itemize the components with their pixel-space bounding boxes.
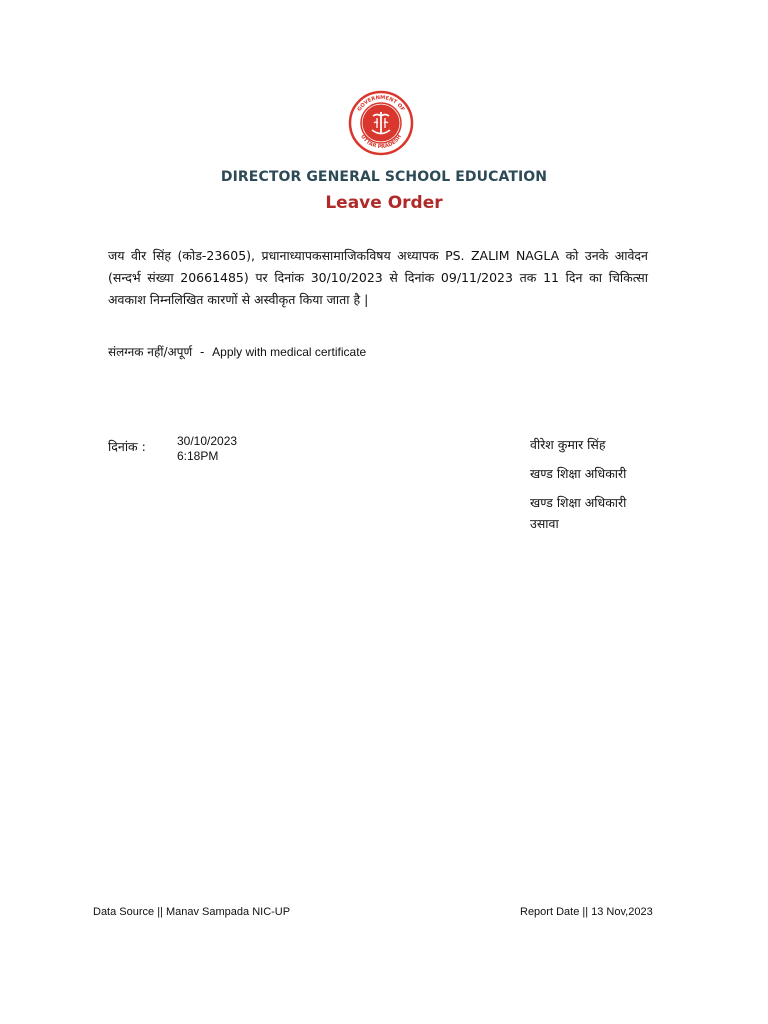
government-of-uttar-pradesh-seal-icon [348, 90, 414, 156]
document-title: Leave Order [325, 193, 443, 213]
order-paragraph: जय वीर सिंह (कोड-23605), प्रधानाध्यापकसामाजिकविषय अध्यापक PS. ZALIM NAGLA को उनके आवेदन (सन्दर्भ संख्या 20661485) पर दिनांक 30/10/2023 से दिनांक 09/11/2023 तक 11 दिन का चिकित्सा अवकाश निम्नलिखित कारणों से अस्वीकृत किया जाता है | [108, 248, 648, 307]
seal-bottom-text: UTTAR PRADESH [359, 133, 403, 151]
signatory-office: खण्ड शिक्षा अधिकारी [530, 495, 627, 510]
order-time: 6:18PM [177, 449, 219, 463]
footer-data-source: Data Source || Manav Sampada NIC-UP [93, 906, 291, 918]
signatory-designation: खण्ड शिक्षा अधिकारी [530, 466, 627, 481]
seal-top-text: GOVERNMENT OF [356, 94, 406, 113]
order-date: 30/10/2023 [177, 434, 238, 448]
signatory-block: उसावा [530, 516, 559, 531]
signature-block [530, 437, 626, 545]
signatory-name: वीरेश कुमार सिंह [530, 437, 606, 452]
footer-report-date: Report Date || 13 Nov,2023 [520, 906, 653, 918]
attachment-line [108, 343, 366, 360]
attachment-label: संलग्नक नहीं/अपूर्ण [108, 345, 193, 359]
attachment-note: Apply with medical certificate [212, 345, 367, 359]
date-value [177, 434, 237, 464]
organization-heading: DIRECTOR GENERAL SCHOOL EDUCATION [220, 169, 548, 185]
date-label: दिनांक : [108, 439, 146, 454]
attachment-separator: - [199, 345, 205, 359]
